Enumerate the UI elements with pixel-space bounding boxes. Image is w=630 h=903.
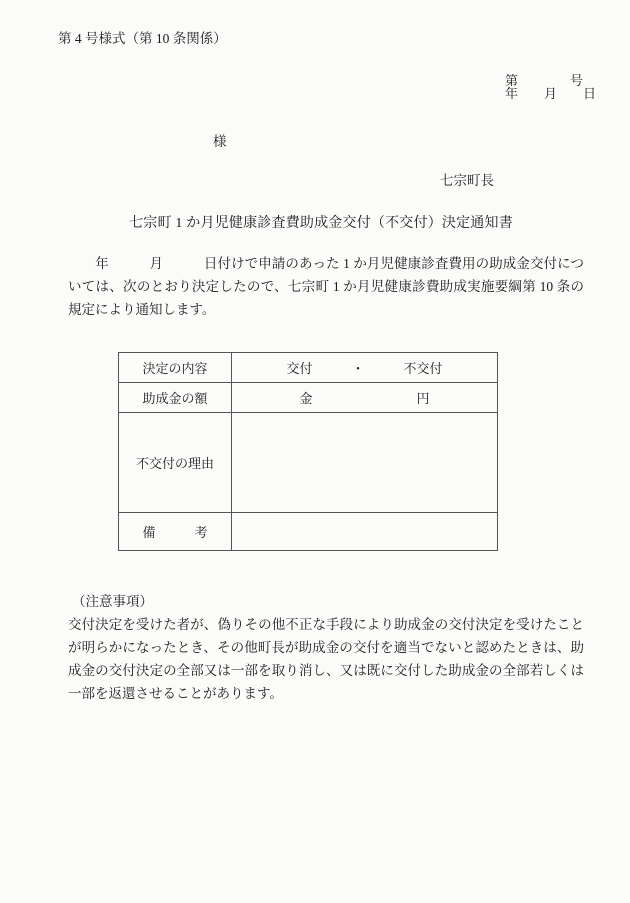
addressee-honorific: 様	[213, 134, 227, 149]
row-value-rejection-reason[interactable]	[232, 413, 498, 513]
issuer-name: 七宗町長	[440, 173, 494, 188]
table-row	[119, 353, 498, 383]
row-label-rejection-reason: 不交付の理由	[119, 413, 232, 513]
document-number: 第 号	[505, 73, 584, 88]
decision-table	[118, 352, 498, 551]
table-row	[119, 413, 498, 513]
table-row	[119, 513, 498, 551]
row-value-decision-content[interactable]: 交付 ・ 不交付	[232, 353, 498, 383]
notes-title: （注意事項）	[72, 594, 153, 609]
page-title: 七宗町 1 か月児健康診査費助成金交付（不交付）決定通知書	[129, 216, 513, 231]
document-date: 年 月 日	[505, 86, 597, 101]
row-label-grant-amount: 助成金の額	[119, 383, 232, 413]
notes-block	[68, 590, 584, 705]
row-label-decision-content: 決定の内容	[119, 353, 232, 383]
row-value-grant-amount[interactable]: 金 円	[232, 383, 498, 413]
row-label-remarks: 備 考	[119, 513, 232, 551]
notes-body: 交付決定を受けた者が、偽りその他不正な手段により助成金の交付決定を受けたことが明らかになったとき、その他町長が助成金の交付を適当でないと認めたときは、助成金の交付決定の全部又は一部を取り消し、又は既に交付した助成金の全部若しくは一部を返還させることがあります。	[68, 617, 584, 701]
table-row	[119, 383, 498, 413]
row-value-remarks[interactable]	[232, 513, 498, 551]
form-number: 第 4 号様式（第 10 条関係）	[58, 31, 227, 46]
document-number-block	[505, 74, 596, 100]
body-paragraph: 年 月 日付けで申請のあった 1 か月児健康診査費用の助成金交付については、次のとおり決定したので、七宗町 1 か月児健康診費助成実施要綱第 10 条の規定により通知します。	[68, 256, 584, 317]
